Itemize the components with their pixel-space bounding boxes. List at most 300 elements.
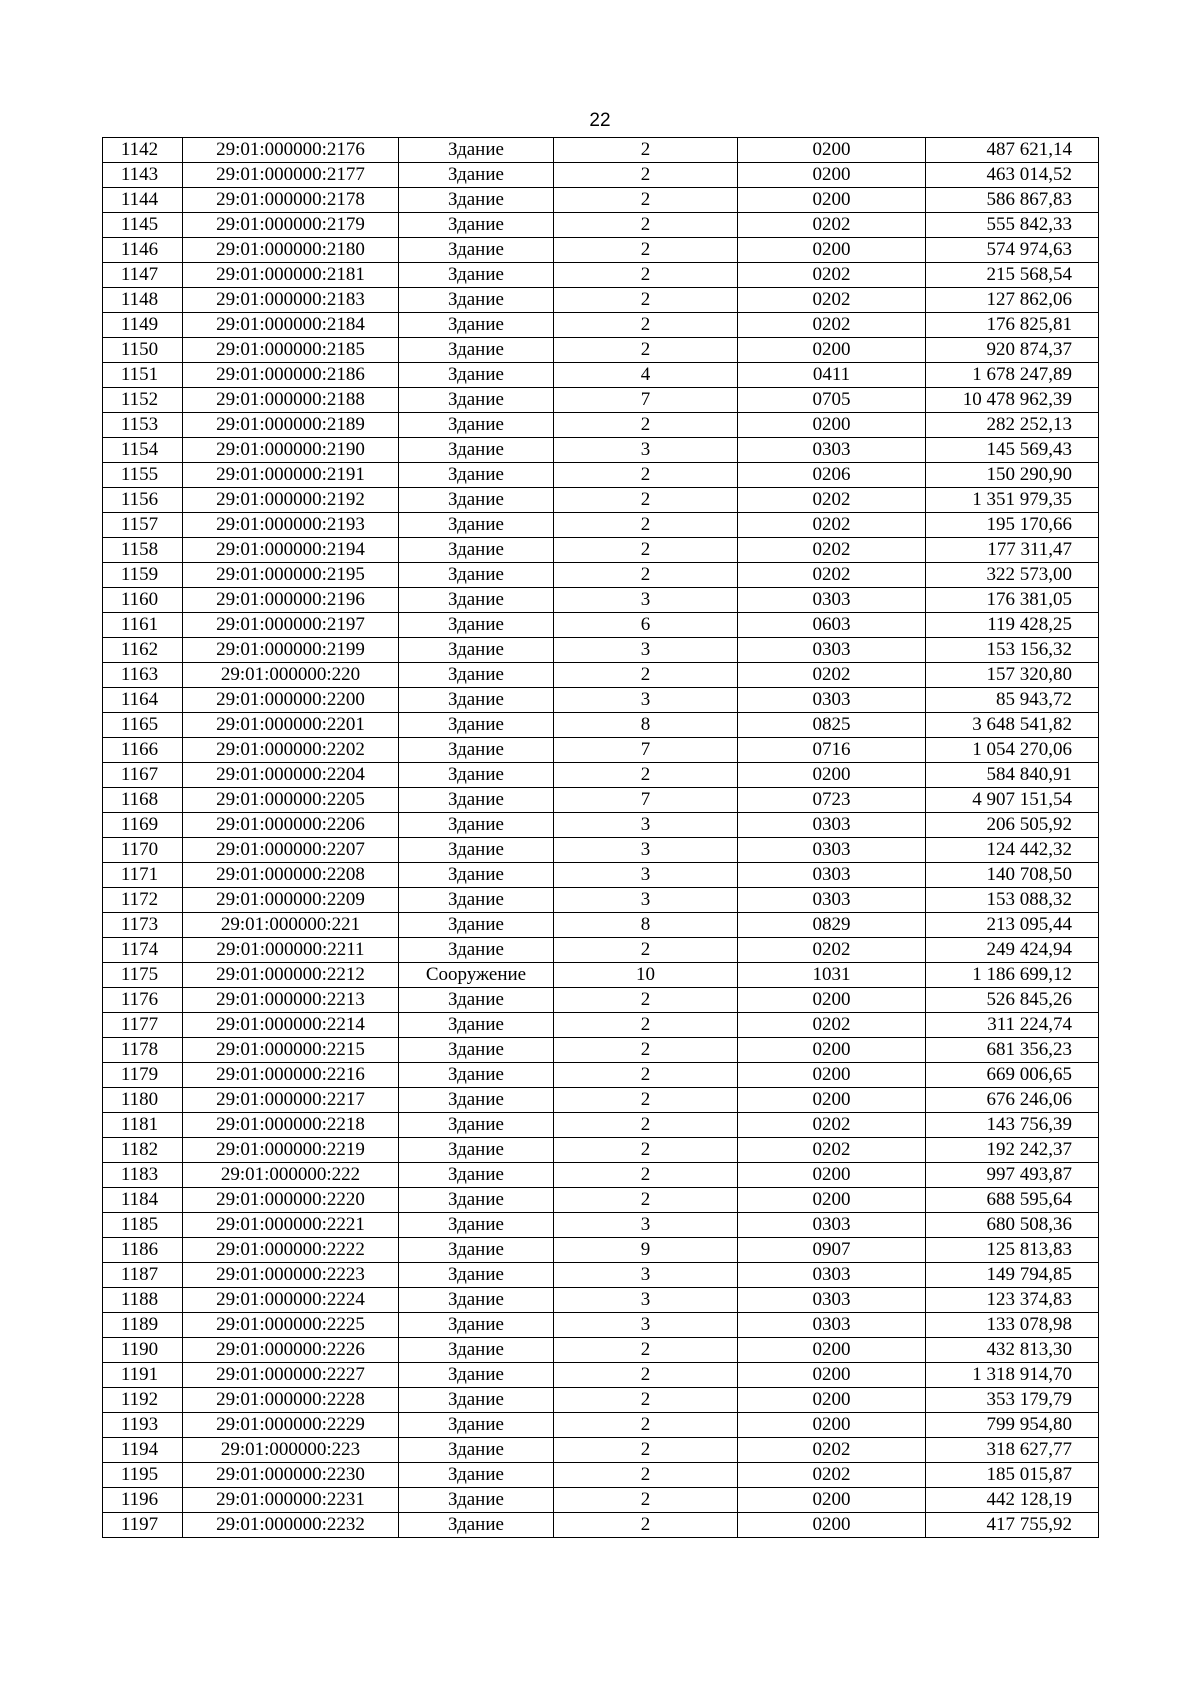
object-type-cell: Здание — [399, 1363, 554, 1388]
object-type-cell: Здание — [399, 1513, 554, 1538]
group-cell: 3 — [554, 1313, 738, 1338]
row-number-cell: 1186 — [103, 1238, 183, 1263]
group-cell: 2 — [554, 988, 738, 1013]
group-cell: 2 — [554, 338, 738, 363]
code-cell: 0202 — [738, 938, 926, 963]
cadastral-number-cell: 29:01:000000:2208 — [183, 863, 399, 888]
cadastral-value-cell: 584 840,91 — [926, 763, 1099, 788]
cadastral-number-cell: 29:01:000000:2225 — [183, 1313, 399, 1338]
cadastral-value-cell: 1 351 979,35 — [926, 488, 1099, 513]
code-cell: 0303 — [738, 813, 926, 838]
object-type-cell: Здание — [399, 1438, 554, 1463]
object-type-cell: Здание — [399, 1238, 554, 1263]
code-cell: 0200 — [738, 1363, 926, 1388]
object-type-cell: Здание — [399, 1113, 554, 1138]
group-cell: 2 — [554, 1413, 738, 1438]
row-number-cell: 1187 — [103, 1263, 183, 1288]
row-number-cell: 1184 — [103, 1188, 183, 1213]
cadastral-value-cell: 176 381,05 — [926, 588, 1099, 613]
table-row — [103, 188, 1099, 213]
table-row — [103, 1338, 1099, 1363]
cadastral-number-cell: 29:01:000000:221 — [183, 913, 399, 938]
cadastral-value-cell: 574 974,63 — [926, 238, 1099, 263]
cadastral-number-cell: 29:01:000000:2217 — [183, 1088, 399, 1113]
row-number-cell: 1148 — [103, 288, 183, 313]
table-row — [103, 838, 1099, 863]
table-row — [103, 1513, 1099, 1538]
group-cell: 3 — [554, 1213, 738, 1238]
group-cell: 2 — [554, 463, 738, 488]
object-type-cell: Здание — [399, 1088, 554, 1113]
row-number-cell: 1154 — [103, 438, 183, 463]
cadastral-value-cell: 997 493,87 — [926, 1163, 1099, 1188]
row-number-cell: 1163 — [103, 663, 183, 688]
code-cell: 0723 — [738, 788, 926, 813]
group-cell: 2 — [554, 1188, 738, 1213]
cadastral-value-cell: 206 505,92 — [926, 813, 1099, 838]
group-cell: 2 — [554, 1388, 738, 1413]
table-row — [103, 388, 1099, 413]
table-row — [103, 338, 1099, 363]
object-type-cell: Здание — [399, 488, 554, 513]
cadastral-number-cell: 29:01:000000:2200 — [183, 688, 399, 713]
cadastral-number-cell: 29:01:000000:2195 — [183, 563, 399, 588]
row-number-cell: 1181 — [103, 1113, 183, 1138]
cadastral-number-cell: 29:01:000000:2197 — [183, 613, 399, 638]
code-cell: 0303 — [738, 1313, 926, 1338]
object-type-cell: Здание — [399, 1038, 554, 1063]
row-number-cell: 1164 — [103, 688, 183, 713]
cadastral-value-cell: 85 943,72 — [926, 688, 1099, 713]
code-cell: 0303 — [738, 1263, 926, 1288]
group-cell: 3 — [554, 813, 738, 838]
row-number-cell: 1156 — [103, 488, 183, 513]
cadastral-value-cell: 153 156,32 — [926, 638, 1099, 663]
row-number-cell: 1144 — [103, 188, 183, 213]
row-number-cell: 1185 — [103, 1213, 183, 1238]
table-row — [103, 588, 1099, 613]
cadastral-value-cell: 432 813,30 — [926, 1338, 1099, 1363]
row-number-cell: 1166 — [103, 738, 183, 763]
code-cell: 0202 — [738, 513, 926, 538]
cadastral-value-cell: 487 621,14 — [926, 138, 1099, 163]
table-row — [103, 663, 1099, 688]
table-row — [103, 888, 1099, 913]
group-cell: 2 — [554, 1438, 738, 1463]
code-cell: 0200 — [738, 763, 926, 788]
cadastral-value-cell: 176 825,81 — [926, 313, 1099, 338]
cadastral-value-cell: 153 088,32 — [926, 888, 1099, 913]
cadastral-number-cell: 29:01:000000:2219 — [183, 1138, 399, 1163]
cadastral-value-cell: 119 428,25 — [926, 613, 1099, 638]
code-cell: 0202 — [738, 313, 926, 338]
row-number-cell: 1194 — [103, 1438, 183, 1463]
row-number-cell: 1142 — [103, 138, 183, 163]
cadastral-number-cell: 29:01:000000:2186 — [183, 363, 399, 388]
code-cell: 0200 — [738, 1188, 926, 1213]
cadastral-number-cell: 29:01:000000:2224 — [183, 1288, 399, 1313]
table-row — [103, 963, 1099, 988]
code-cell: 0303 — [738, 638, 926, 663]
group-cell: 2 — [554, 313, 738, 338]
group-cell: 3 — [554, 863, 738, 888]
cadastral-number-cell: 29:01:000000:2189 — [183, 413, 399, 438]
table-row — [103, 1263, 1099, 1288]
table-row — [103, 988, 1099, 1013]
code-cell: 0303 — [738, 1288, 926, 1313]
row-number-cell: 1169 — [103, 813, 183, 838]
code-cell: 0200 — [738, 238, 926, 263]
cadastral-number-cell: 29:01:000000:2199 — [183, 638, 399, 663]
row-number-cell: 1193 — [103, 1413, 183, 1438]
object-type-cell: Здание — [399, 163, 554, 188]
row-number-cell: 1178 — [103, 1038, 183, 1063]
table-row — [103, 613, 1099, 638]
cadastral-value-cell: 1 318 914,70 — [926, 1363, 1099, 1388]
group-cell: 2 — [554, 1363, 738, 1388]
object-type-cell: Здание — [399, 1013, 554, 1038]
object-type-cell: Здание — [399, 913, 554, 938]
table-row — [103, 1413, 1099, 1438]
cadastral-value-cell: 150 290,90 — [926, 463, 1099, 488]
row-number-cell: 1155 — [103, 463, 183, 488]
object-type-cell: Здание — [399, 388, 554, 413]
cadastral-number-cell: 29:01:000000:2176 — [183, 138, 399, 163]
cadastral-value-cell: 123 374,83 — [926, 1288, 1099, 1313]
cadastral-number-cell: 29:01:000000:2218 — [183, 1113, 399, 1138]
code-cell: 0200 — [738, 1163, 926, 1188]
code-cell: 0303 — [738, 688, 926, 713]
cadastral-value-cell: 249 424,94 — [926, 938, 1099, 963]
cadastral-value-cell: 318 627,77 — [926, 1438, 1099, 1463]
table-row — [103, 688, 1099, 713]
object-type-cell: Здание — [399, 588, 554, 613]
group-cell: 2 — [554, 1138, 738, 1163]
cadastral-number-cell: 29:01:000000:2216 — [183, 1063, 399, 1088]
object-type-cell: Здание — [399, 213, 554, 238]
table-row — [103, 263, 1099, 288]
cadastral-value-cell: 680 508,36 — [926, 1213, 1099, 1238]
group-cell: 2 — [554, 663, 738, 688]
cadastral-number-cell: 29:01:000000:222 — [183, 1163, 399, 1188]
group-cell: 2 — [554, 213, 738, 238]
cadastral-number-cell: 29:01:000000:2206 — [183, 813, 399, 838]
row-number-cell: 1168 — [103, 788, 183, 813]
cadastral-number-cell: 29:01:000000:2213 — [183, 988, 399, 1013]
group-cell: 8 — [554, 713, 738, 738]
group-cell: 2 — [554, 413, 738, 438]
group-cell: 7 — [554, 738, 738, 763]
row-number-cell: 1143 — [103, 163, 183, 188]
cadastral-value-cell: 555 842,33 — [926, 213, 1099, 238]
table-row — [103, 438, 1099, 463]
cadastral-number-cell: 29:01:000000:2227 — [183, 1363, 399, 1388]
cadastral-value-cell: 669 006,65 — [926, 1063, 1099, 1088]
object-type-cell: Здание — [399, 1263, 554, 1288]
table-row — [103, 788, 1099, 813]
row-number-cell: 1146 — [103, 238, 183, 263]
group-cell: 7 — [554, 788, 738, 813]
code-cell: 0202 — [738, 538, 926, 563]
table-row — [103, 813, 1099, 838]
code-cell: 0200 — [738, 138, 926, 163]
cadastral-number-cell: 29:01:000000:220 — [183, 663, 399, 688]
row-number-cell: 1177 — [103, 1013, 183, 1038]
table-row — [103, 1088, 1099, 1113]
group-cell: 3 — [554, 688, 738, 713]
cadastral-number-cell: 29:01:000000:2183 — [183, 288, 399, 313]
table-row — [103, 1463, 1099, 1488]
group-cell: 2 — [554, 288, 738, 313]
cadastral-value-cell: 688 595,64 — [926, 1188, 1099, 1213]
object-type-cell: Здание — [399, 888, 554, 913]
object-type-cell: Здание — [399, 713, 554, 738]
row-number-cell: 1157 — [103, 513, 183, 538]
code-cell: 0202 — [738, 1138, 926, 1163]
cadastral-value-cell: 586 867,83 — [926, 188, 1099, 213]
code-cell: 0202 — [738, 488, 926, 513]
group-cell: 2 — [554, 938, 738, 963]
cadastral-value-cell: 4 907 151,54 — [926, 788, 1099, 813]
object-type-cell: Здание — [399, 1463, 554, 1488]
object-type-cell: Здание — [399, 788, 554, 813]
cadastral-value-cell: 681 356,23 — [926, 1038, 1099, 1063]
cadastral-number-cell: 29:01:000000:2214 — [183, 1013, 399, 1038]
table-row — [103, 1038, 1099, 1063]
row-number-cell: 1153 — [103, 413, 183, 438]
table-row — [103, 913, 1099, 938]
table-row — [103, 413, 1099, 438]
object-type-cell: Здание — [399, 313, 554, 338]
table-body — [103, 138, 1099, 1538]
code-cell: 0200 — [738, 988, 926, 1013]
cadastral-value-cell: 195 170,66 — [926, 513, 1099, 538]
cadastral-number-cell: 29:01:000000:2192 — [183, 488, 399, 513]
cadastral-number-cell: 29:01:000000:223 — [183, 1438, 399, 1463]
row-number-cell: 1197 — [103, 1513, 183, 1538]
code-cell: 0200 — [738, 1388, 926, 1413]
code-cell: 0200 — [738, 1488, 926, 1513]
code-cell: 0202 — [738, 288, 926, 313]
code-cell: 0303 — [738, 888, 926, 913]
cadastral-number-cell: 29:01:000000:2181 — [183, 263, 399, 288]
object-type-cell: Здание — [399, 1388, 554, 1413]
cadastral-number-cell: 29:01:000000:2215 — [183, 1038, 399, 1063]
cadastral-number-cell: 29:01:000000:2212 — [183, 963, 399, 988]
cadastral-value-cell: 149 794,85 — [926, 1263, 1099, 1288]
cadastral-number-cell: 29:01:000000:2196 — [183, 588, 399, 613]
code-cell: 0705 — [738, 388, 926, 413]
cadastral-number-cell: 29:01:000000:2222 — [183, 1238, 399, 1263]
object-type-cell: Здание — [399, 638, 554, 663]
cadastral-value-cell: 124 442,32 — [926, 838, 1099, 863]
cadastral-value-cell: 1 186 699,12 — [926, 963, 1099, 988]
row-number-cell: 1176 — [103, 988, 183, 1013]
cadastral-value-cell: 676 246,06 — [926, 1088, 1099, 1113]
group-cell: 4 — [554, 363, 738, 388]
table-row — [103, 1063, 1099, 1088]
table-row — [103, 513, 1099, 538]
code-cell: 0202 — [738, 1013, 926, 1038]
row-number-cell: 1147 — [103, 263, 183, 288]
row-number-cell: 1189 — [103, 1313, 183, 1338]
table-row — [103, 713, 1099, 738]
table-row — [103, 1138, 1099, 1163]
group-cell: 2 — [554, 138, 738, 163]
page-number: 22 — [589, 110, 611, 131]
cadastral-number-cell: 29:01:000000:2226 — [183, 1338, 399, 1363]
row-number-cell: 1149 — [103, 313, 183, 338]
cadastral-value-cell: 143 756,39 — [926, 1113, 1099, 1138]
object-type-cell: Здание — [399, 263, 554, 288]
table-row — [103, 1363, 1099, 1388]
code-cell: 0206 — [738, 463, 926, 488]
cadastral-number-cell: 29:01:000000:2194 — [183, 538, 399, 563]
row-number-cell: 1160 — [103, 588, 183, 613]
object-type-cell: Здание — [399, 1313, 554, 1338]
object-type-cell: Здание — [399, 238, 554, 263]
table-row — [103, 1163, 1099, 1188]
table-row — [103, 638, 1099, 663]
row-number-cell: 1196 — [103, 1488, 183, 1513]
cadastral-number-cell: 29:01:000000:2223 — [183, 1263, 399, 1288]
code-cell: 0202 — [738, 1113, 926, 1138]
code-cell: 0200 — [738, 1513, 926, 1538]
row-number-cell: 1172 — [103, 888, 183, 913]
row-number-cell: 1152 — [103, 388, 183, 413]
table-row — [103, 1113, 1099, 1138]
object-type-cell: Здание — [399, 513, 554, 538]
cadastral-value-cell: 442 128,19 — [926, 1488, 1099, 1513]
code-cell: 0303 — [738, 588, 926, 613]
code-cell: 0202 — [738, 663, 926, 688]
table-row — [103, 1213, 1099, 1238]
cadastral-value-cell: 192 242,37 — [926, 1138, 1099, 1163]
code-cell: 0303 — [738, 1213, 926, 1238]
row-number-cell: 1175 — [103, 963, 183, 988]
cadastral-value-cell: 125 813,83 — [926, 1238, 1099, 1263]
cadastral-value-cell: 133 078,98 — [926, 1313, 1099, 1338]
group-cell: 3 — [554, 838, 738, 863]
cadastral-value-cell: 282 252,13 — [926, 413, 1099, 438]
row-number-cell: 1158 — [103, 538, 183, 563]
group-cell: 2 — [554, 1063, 738, 1088]
cadastral-value-cell: 215 568,54 — [926, 263, 1099, 288]
cadastral-value-cell: 3 648 541,82 — [926, 713, 1099, 738]
group-cell: 2 — [554, 1088, 738, 1113]
object-type-cell: Здание — [399, 838, 554, 863]
table-row — [103, 488, 1099, 513]
object-type-cell: Здание — [399, 563, 554, 588]
table-row — [103, 1313, 1099, 1338]
table-row — [103, 538, 1099, 563]
cadastral-value-cell: 311 224,74 — [926, 1013, 1099, 1038]
row-number-cell: 1159 — [103, 563, 183, 588]
row-number-cell: 1161 — [103, 613, 183, 638]
code-cell: 0829 — [738, 913, 926, 938]
object-type-cell: Здание — [399, 288, 554, 313]
code-cell: 0200 — [738, 1038, 926, 1063]
cadastral-value-cell: 185 015,87 — [926, 1463, 1099, 1488]
cadastral-value-cell: 463 014,52 — [926, 163, 1099, 188]
table-row — [103, 288, 1099, 313]
cadastral-number-cell: 29:01:000000:2232 — [183, 1513, 399, 1538]
object-type-cell: Здание — [399, 663, 554, 688]
code-cell: 0603 — [738, 613, 926, 638]
row-number-cell: 1179 — [103, 1063, 183, 1088]
code-cell: 0825 — [738, 713, 926, 738]
row-number-cell: 1192 — [103, 1388, 183, 1413]
group-cell: 3 — [554, 438, 738, 463]
row-number-cell: 1190 — [103, 1338, 183, 1363]
object-type-cell: Здание — [399, 1188, 554, 1213]
cadastral-value-cell: 213 095,44 — [926, 913, 1099, 938]
code-cell: 0200 — [738, 188, 926, 213]
row-number-cell: 1183 — [103, 1163, 183, 1188]
group-cell: 2 — [554, 538, 738, 563]
row-number-cell: 1195 — [103, 1463, 183, 1488]
table-row — [103, 163, 1099, 188]
cadastral-value-cell: 127 862,06 — [926, 288, 1099, 313]
cadastral-number-cell: 29:01:000000:2191 — [183, 463, 399, 488]
object-type-cell: Здание — [399, 1163, 554, 1188]
code-cell: 0200 — [738, 163, 926, 188]
object-type-cell: Здание — [399, 138, 554, 163]
object-type-cell: Здание — [399, 763, 554, 788]
code-cell: 0716 — [738, 738, 926, 763]
object-type-cell: Здание — [399, 413, 554, 438]
object-type-cell: Здание — [399, 688, 554, 713]
row-number-cell: 1150 — [103, 338, 183, 363]
code-cell: 0202 — [738, 1463, 926, 1488]
cadastral-number-cell: 29:01:000000:2188 — [183, 388, 399, 413]
group-cell: 2 — [554, 1463, 738, 1488]
table-row — [103, 863, 1099, 888]
table-row — [103, 1188, 1099, 1213]
row-number-cell: 1165 — [103, 713, 183, 738]
cadastral-value-table — [102, 137, 1099, 1538]
group-cell: 2 — [554, 1113, 738, 1138]
group-cell: 2 — [554, 1013, 738, 1038]
group-cell: 7 — [554, 388, 738, 413]
code-cell: 0200 — [738, 1413, 926, 1438]
cadastral-number-cell: 29:01:000000:2221 — [183, 1213, 399, 1238]
group-cell: 9 — [554, 1238, 738, 1263]
row-number-cell: 1182 — [103, 1138, 183, 1163]
group-cell: 2 — [554, 1038, 738, 1063]
code-cell: 1031 — [738, 963, 926, 988]
cadastral-number-cell: 29:01:000000:2229 — [183, 1413, 399, 1438]
cadastral-value-cell: 1 054 270,06 — [926, 738, 1099, 763]
code-cell: 0202 — [738, 263, 926, 288]
cadastral-number-cell: 29:01:000000:2180 — [183, 238, 399, 263]
group-cell: 2 — [554, 563, 738, 588]
cadastral-number-cell: 29:01:000000:2179 — [183, 213, 399, 238]
row-number-cell: 1180 — [103, 1088, 183, 1113]
code-cell: 0202 — [738, 213, 926, 238]
row-number-cell: 1174 — [103, 938, 183, 963]
group-cell: 2 — [554, 238, 738, 263]
row-number-cell: 1145 — [103, 213, 183, 238]
object-type-cell: Здание — [399, 363, 554, 388]
group-cell: 2 — [554, 263, 738, 288]
cadastral-number-cell: 29:01:000000:2231 — [183, 1488, 399, 1513]
table-row — [103, 763, 1099, 788]
object-type-cell: Здание — [399, 1413, 554, 1438]
table-row — [103, 138, 1099, 163]
group-cell: 2 — [554, 1513, 738, 1538]
cadastral-number-cell: 29:01:000000:2177 — [183, 163, 399, 188]
